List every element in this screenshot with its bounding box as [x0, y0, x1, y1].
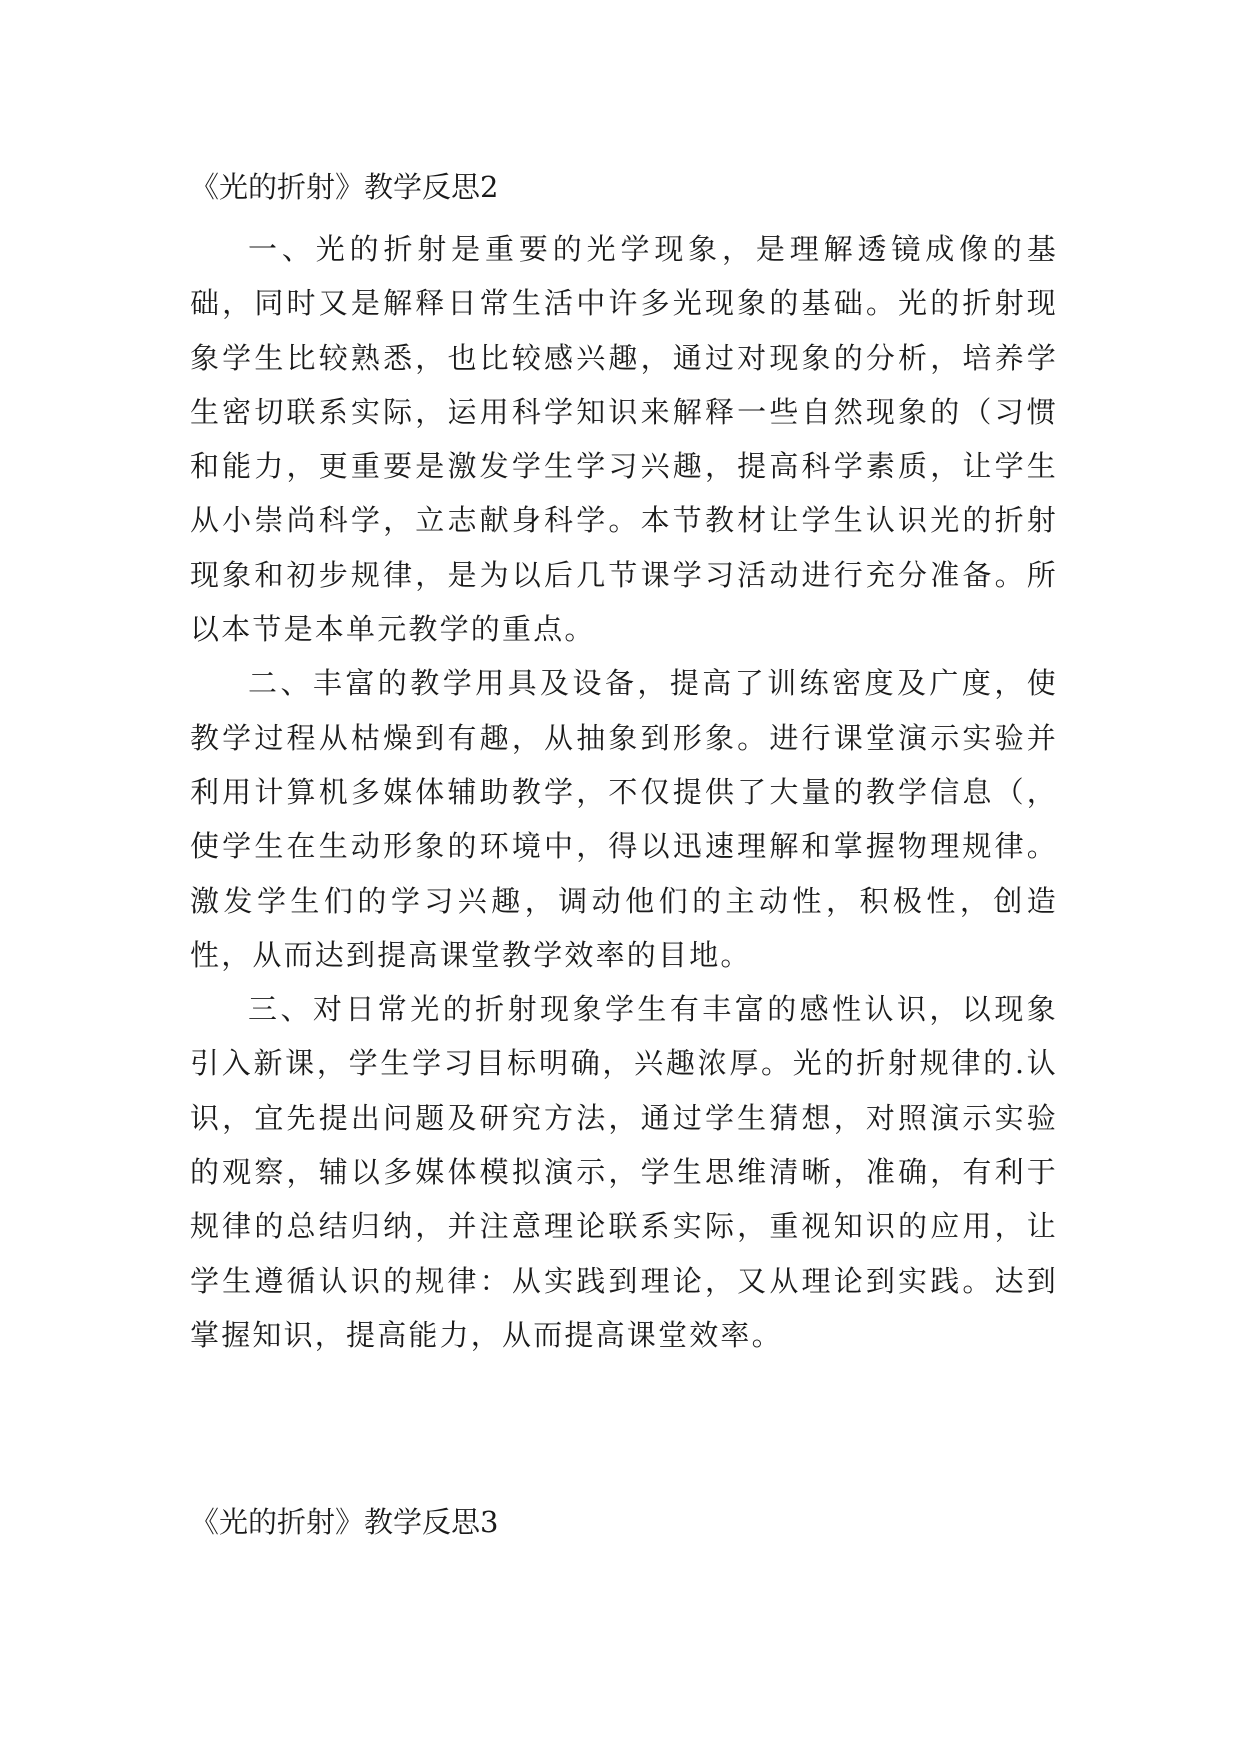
section-title: 《光的折射》教学反思2	[190, 170, 499, 204]
next-section-title: 《光的折射》教学反思3	[190, 1505, 499, 1539]
section-body	[190, 222, 1058, 1362]
paragraph-1: 一、光的折射是重要的光学现象，是理解透镜成像的基础，同时又是解释日常生活中许多光现象的基础。光的折射现象学生比较熟悉，也比较感兴趣，通过对现象的分析，培养学生密切联系实际，运用科学知识来解释一些自然现象的（习惯和能力，更重要是激发学生学习兴趣，提高科学素质，让学生从小崇尚科学，立志献身科学。本节教材让学生认识光的折射现象和初步规律，是为以后几节课学习活动进行充分准备。所以本节是本单元教学的重点。	[190, 232, 1058, 647]
paragraph-2: 二、丰富的教学用具及设备，提高了训练密度及广度，使教学过程从枯燥到有趣，从抽象到形象。进行课堂演示实验并利用计算机多媒体辅助教学，不仅提供了大量的教学信息（，使学生在生动形象的环境中，得以迅速理解和掌握物理规律。激发学生们的学习兴趣，调动他们的主动性，积极性，创造性，从而达到提高课堂教学效率的目地。	[190, 666, 1058, 972]
paragraph-3: 三、对日常光的折射现象学生有丰富的感性认识，以现象引入新课，学生学习目标明确，兴趣浓厚。光的折射规律的.认识，宜先提出问题及研究方法，通过学生猜想，对照演示实验的观察，辅以多媒体模拟演示，学生思维清晰，准确，有利于规律的总结归纳，并注意理论联系实际，重视知识的应用，让学生遵循认识的规律：从实践到理论，又从理论到实践。达到掌握知识，提高能力，从而提高课堂效率。	[190, 992, 1058, 1352]
